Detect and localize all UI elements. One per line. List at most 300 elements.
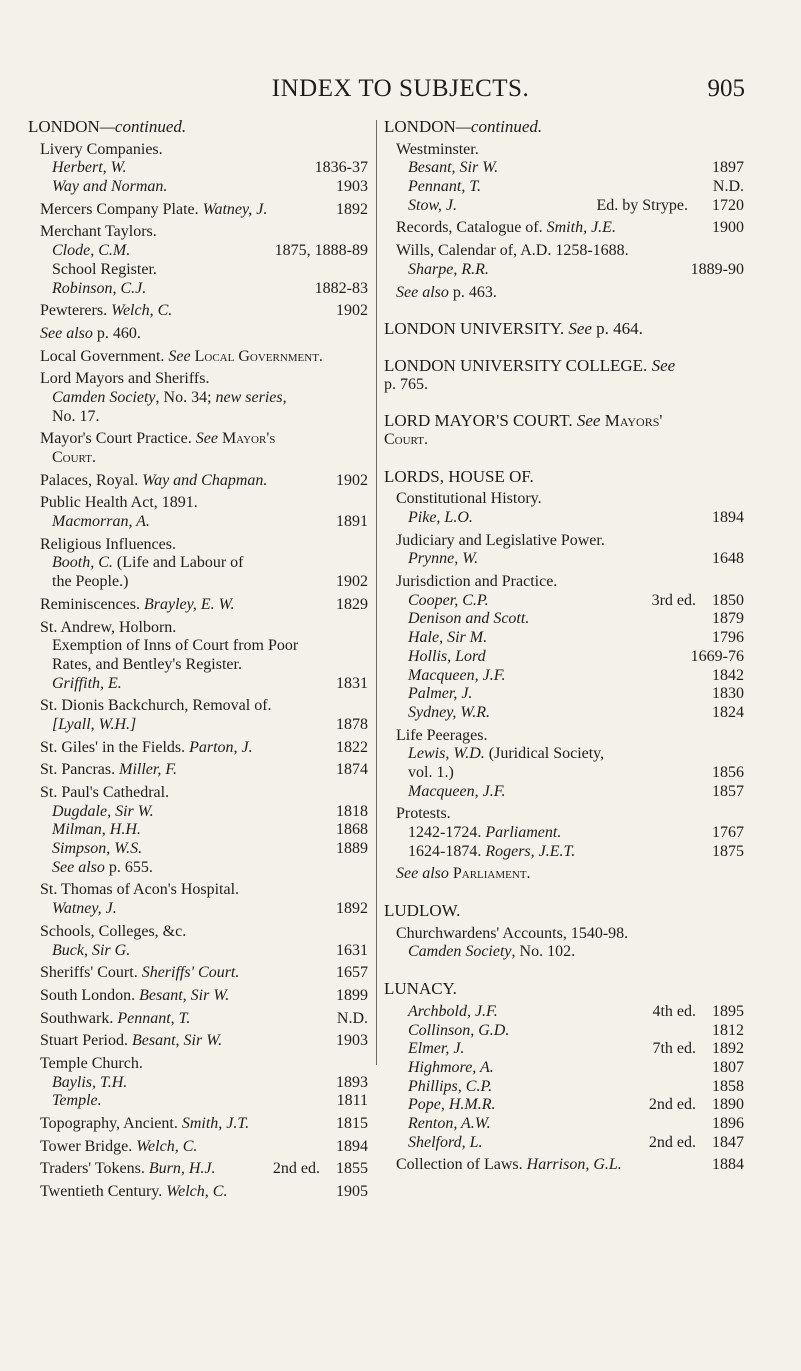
- index-entry: [28, 859, 368, 878]
- entry-author: Highmore, A.: [408, 1058, 494, 1076]
- index-entry: [28, 964, 368, 983]
- entry-edition: 2nd ed.: [272, 1160, 320, 1178]
- entry-text: Mercers Company Plate.: [40, 200, 199, 218]
- index-entry: [384, 490, 744, 509]
- entry-author: Way and Chapman.: [142, 471, 268, 489]
- index-entry: [28, 784, 368, 803]
- see-also: See also: [52, 858, 105, 876]
- index-entry: [384, 943, 744, 962]
- entry-year: 1822: [336, 738, 368, 756]
- index-entry: [384, 197, 744, 216]
- entry-author: Pike, L.O.: [408, 509, 473, 526]
- index-entry: [28, 942, 368, 961]
- entry-author: Macqueen, J.F.: [408, 666, 506, 684]
- index-entry: [28, 596, 368, 615]
- see-reference: See: [651, 355, 676, 375]
- right-column: [384, 118, 744, 1175]
- entry-text: Schools, Colleges, &c.: [40, 922, 187, 940]
- entry-edition: 3rd ed.: [651, 591, 696, 609]
- entry-author: Parton, J.: [189, 738, 253, 756]
- entry-year: 1879: [712, 610, 744, 628]
- entry-author: (Juridical Society,: [488, 745, 605, 763]
- entry-text: St. Thomas of Acon's Hospital.: [40, 881, 240, 899]
- entry-year: 1631: [336, 941, 368, 959]
- entry-author: Smith, J.T.: [181, 1115, 250, 1132]
- entry-text: Religious Influences.: [40, 535, 176, 553]
- entry-text: LORDS, HOUSE OF.: [384, 466, 534, 486]
- entry-author: [Lyall, W.H.]: [52, 715, 137, 733]
- entry-year: 1807: [712, 1058, 744, 1076]
- left-column: [28, 118, 368, 1202]
- entry-year: 1657: [336, 964, 368, 982]
- cross-reference: Local Government.: [194, 347, 323, 365]
- entry-author: Baylis, T.H.: [52, 1073, 128, 1091]
- index-entry: [28, 280, 368, 299]
- entry-text: Mayor's Court Practice.: [40, 430, 192, 448]
- index-entry: [28, 242, 368, 261]
- entry-author: Phillips, C.P.: [408, 1077, 493, 1095]
- entry-text: St. Andrew, Holborn.: [40, 618, 177, 636]
- index-entry: [28, 302, 368, 321]
- entry-year: 1889: [336, 840, 368, 858]
- entry-author: Miller, F.: [119, 761, 178, 779]
- entry-year: 1890: [712, 1096, 744, 1114]
- entry-author: Pennant, T.: [408, 178, 482, 196]
- entry-year: 1767: [712, 824, 744, 841]
- entry-author: Besant, Sir W.: [408, 159, 499, 177]
- index-entry: [28, 513, 368, 532]
- entry-year: 1829: [336, 595, 368, 613]
- entry-year: N.D.: [712, 178, 744, 196]
- entry-text: Palaces, Royal.: [40, 471, 139, 489]
- index-entry: [384, 1040, 744, 1059]
- index-entry: [384, 431, 744, 450]
- entry-year: 1894: [336, 1137, 368, 1155]
- entry-text: p. 765.: [384, 375, 428, 393]
- entry-author: Herbert, W.: [52, 159, 127, 177]
- index-entry: [384, 629, 744, 648]
- left-entries: [28, 141, 368, 1202]
- entry-text: LUDLOW.: [384, 901, 461, 921]
- index-entry: [384, 727, 744, 746]
- entry-text: Protests.: [396, 805, 451, 823]
- section-heading: LONDON—continued.: [28, 117, 187, 136]
- index-entry: [28, 430, 368, 449]
- entry-year: 1875, 1888-89: [274, 242, 368, 260]
- entry-text: , No. 102.: [511, 943, 576, 961]
- entry-year: 1847: [712, 1133, 744, 1151]
- index-entry: [384, 284, 744, 303]
- index-entry: [384, 412, 744, 431]
- entry-year: 1648: [712, 550, 744, 568]
- entry-edition: 2nd ed.: [648, 1096, 696, 1114]
- entry-year: 1842: [712, 666, 744, 684]
- index-entry: [384, 1059, 744, 1078]
- index-entry: [28, 1032, 368, 1051]
- index-entry: [384, 980, 744, 999]
- index-entry: [28, 348, 368, 367]
- index-entry: [28, 803, 368, 822]
- heading-continued: —continued.: [455, 117, 543, 136]
- index-entry: [28, 1160, 368, 1179]
- entry-year: 1878: [336, 715, 368, 733]
- entry-text: LONDON UNIVERSITY COLLEGE.: [384, 355, 648, 375]
- entry-year: 1855: [336, 1160, 368, 1178]
- index-entry: [384, 1156, 744, 1175]
- entry-text: LONDON: [384, 117, 456, 136]
- entry-author: Denison and Scott.: [408, 610, 530, 628]
- index-entry: [28, 261, 368, 280]
- page-number: 905: [707, 75, 745, 102]
- entry-text: Reminiscences.: [40, 595, 140, 613]
- index-entry: [28, 1183, 368, 1202]
- column-divider: [376, 120, 377, 1065]
- entry-text: Life Peerages.: [396, 726, 488, 744]
- index-entry: [384, 610, 744, 629]
- entry-year: 1905: [336, 1183, 368, 1201]
- index-entry: [384, 357, 744, 376]
- index-entry: [28, 1074, 368, 1093]
- entry-year: 1896: [712, 1114, 744, 1132]
- index-entry: [384, 320, 744, 339]
- entry-year: 1811: [336, 1092, 368, 1110]
- index-entry: [384, 118, 744, 137]
- entry-text: School Register.: [52, 260, 157, 278]
- entry-year: 1874: [336, 761, 368, 779]
- index-entry: [28, 656, 368, 675]
- index-entry: [384, 925, 744, 944]
- entry-year: 1882-83: [314, 279, 368, 297]
- entry-text: Stuart Period.: [40, 1032, 128, 1050]
- entry-author: Pennant, T.: [117, 1009, 191, 1027]
- index-entry: [28, 449, 368, 468]
- index-entry: [28, 408, 368, 427]
- index-entry: [28, 325, 368, 344]
- entry-author: Watney, J.: [202, 200, 268, 218]
- entry-text: Temple Church.: [40, 1054, 143, 1072]
- index-entry: [384, 1134, 744, 1153]
- entry-author: Burn, H.J.: [148, 1160, 216, 1178]
- index-entry: [28, 159, 368, 178]
- entry-text: Public Health Act, 1891.: [40, 494, 198, 512]
- entry-year: 1897: [712, 159, 744, 177]
- index-entry: [384, 261, 744, 280]
- entry-year: 1812: [712, 1021, 744, 1039]
- entry-author: Palmer, J.: [408, 685, 473, 703]
- entry-author: Hollis, Lord: [408, 647, 486, 665]
- entry-author: Dugdale, Sir W.: [52, 802, 154, 820]
- entry-author: Robinson, C.J.: [52, 279, 147, 297]
- index-entry: [384, 159, 744, 178]
- entry-text: Lord Mayors and Sheriffs.: [40, 370, 210, 388]
- index-entry: [28, 761, 368, 780]
- entry-text: , No. 34;: [155, 388, 216, 406]
- entry-author: Hale, Sir M.: [408, 629, 488, 647]
- entry-text: Sheriffs' Court.: [40, 964, 138, 982]
- entry-year: 1884: [712, 1156, 744, 1174]
- entry-author: Prynne, W.: [408, 550, 479, 568]
- index-entry: [384, 667, 744, 686]
- index-entry: [384, 805, 744, 824]
- entry-author: Way and Norman.: [52, 178, 168, 196]
- see-reference: See: [168, 347, 191, 365]
- entry-year: 1903: [336, 178, 368, 196]
- index-entry: [28, 619, 368, 638]
- entry-text: Wills, Calendar of, A.D. 1258-1688.: [396, 242, 629, 260]
- index-entry: [28, 1115, 368, 1134]
- entry-author: Griffith, E.: [52, 674, 122, 692]
- entry-year: 1868: [336, 821, 368, 839]
- entry-text: Westminster.: [396, 140, 479, 158]
- index-entry: [28, 821, 368, 840]
- index-entry: [28, 697, 368, 716]
- page-title: INDEX TO SUBJECTS.: [271, 75, 530, 102]
- entry-author: Welch, C.: [136, 1137, 198, 1155]
- entry-year: 1903: [336, 1032, 368, 1050]
- entry-edition: 7th ed.: [652, 1040, 696, 1058]
- index-entry: [28, 223, 368, 242]
- entry-year: 1830: [712, 685, 744, 703]
- entry-edition: 4th ed.: [652, 1002, 696, 1020]
- entry-year: 1824: [712, 703, 744, 721]
- index-entry: [28, 370, 368, 389]
- index-entry: [384, 376, 744, 395]
- entry-text: Tower Bridge.: [40, 1137, 133, 1155]
- entry-text: Exemption of Inns of Court from Poor: [52, 637, 299, 655]
- entry-author: Sheriffs' Court.: [141, 964, 240, 982]
- right-entries: [384, 118, 744, 1175]
- index-entry: [28, 881, 368, 900]
- entry-year: 1899: [336, 986, 368, 1004]
- entry-author: Camden Society: [52, 388, 156, 406]
- entry-text: Southwark.: [40, 1009, 114, 1027]
- entry-text: St. Giles' in the Fields.: [40, 738, 186, 756]
- entry-author: Renton, A.W.: [408, 1114, 491, 1132]
- entry-author: Rogers, J.E.T.: [485, 842, 576, 860]
- entry-text: LUNACY.: [384, 979, 457, 999]
- entry-author: Pope, H.M.R.: [408, 1096, 496, 1114]
- entry-text: Jurisdiction and Practice.: [396, 573, 558, 591]
- index-entry: [384, 1115, 744, 1134]
- entry-author: Clode, C.M.: [52, 242, 131, 260]
- entry-author: Smith, J.E.: [546, 219, 616, 237]
- entry-author: Welch, C.: [111, 302, 173, 320]
- index-entry: [28, 1092, 368, 1111]
- entry-text: Court.: [52, 449, 96, 466]
- entry-year: 1669-76: [690, 647, 744, 665]
- index-entry: [28, 675, 368, 694]
- index-entry: [384, 532, 744, 551]
- entry-text: Rates, and Bentley's Register.: [52, 655, 242, 673]
- entry-text: new series,: [215, 388, 287, 406]
- entry-text: Constitutional History.: [396, 490, 542, 508]
- index-entry: [28, 573, 368, 592]
- entry-author: Harrison, G.L.: [526, 1156, 622, 1174]
- entry-year: 1796: [712, 629, 744, 647]
- entry-year: 1894: [712, 509, 744, 526]
- entry-text: Churchwardens' Accounts, 1540-98.: [396, 924, 629, 942]
- entry-text: Judiciary and Legislative Power.: [396, 531, 605, 549]
- entry-text: St. Pancras.: [40, 761, 116, 779]
- entry-year: 1895: [712, 1002, 744, 1020]
- entry-author: Collinson, G.D.: [408, 1021, 510, 1039]
- index-entry: [384, 783, 744, 802]
- cross-reference: Mayors': [604, 411, 663, 431]
- entry-author: Booth, C.: [52, 554, 113, 572]
- index-entry: [384, 648, 744, 667]
- entry-text: Twentieth Century.: [40, 1183, 163, 1201]
- index-entry: [384, 219, 744, 238]
- page-header: [0, 75, 801, 109]
- entry-text: Traders' Tokens.: [40, 1160, 145, 1178]
- index-entry: [384, 178, 744, 197]
- see-also: See also: [396, 865, 449, 883]
- entry-author: Watney, J.: [52, 900, 117, 918]
- index-entry: [384, 902, 744, 921]
- index-entry: [28, 739, 368, 758]
- index-entry: [28, 987, 368, 1006]
- index-entry: [28, 472, 368, 491]
- index-entry: [384, 745, 744, 764]
- index-entry: [28, 494, 368, 513]
- entry-text: p. 463.: [448, 283, 497, 301]
- entry-author: Camden Society: [408, 943, 512, 961]
- index-entry: [384, 1003, 744, 1022]
- index-entry: [28, 1010, 368, 1029]
- index-entry: [384, 573, 744, 592]
- entry-year: 1856: [712, 763, 744, 781]
- entry-text: 1242-1724.: [408, 824, 482, 841]
- entry-year: 1818: [336, 802, 368, 820]
- entry-author: Elmer, J.: [408, 1040, 465, 1058]
- entry-year: 1892: [712, 1040, 744, 1058]
- entry-author: Cooper, C.P.: [408, 591, 489, 609]
- entry-author: Simpson, W.S.: [52, 840, 143, 858]
- entry-year: 1720: [712, 196, 744, 214]
- entry-text: p. 460.: [92, 324, 141, 342]
- entry-text: LORD MAYOR'S COURT.: [384, 411, 573, 431]
- cross-reference: p. 464.: [596, 319, 643, 339]
- entry-text: St. Paul's Cathedral.: [40, 784, 170, 801]
- entry-text: Topography, Ancient.: [40, 1115, 178, 1132]
- index-entry: [384, 843, 744, 862]
- entry-year: 1902: [336, 573, 368, 591]
- index-entry: [28, 1138, 368, 1157]
- entry-text: Livery Companies.: [40, 140, 163, 158]
- entry-author: Welch, C.: [166, 1183, 228, 1201]
- entry-author: Parliament.: [485, 824, 562, 841]
- entry-text: 1624-1874.: [408, 842, 482, 860]
- entry-author: Besant, Sir W.: [139, 986, 230, 1004]
- index-entry: [28, 840, 368, 859]
- entry-text: Records, Catalogue of.: [396, 219, 543, 237]
- index-entry: [384, 704, 744, 723]
- index-entry: [384, 764, 744, 783]
- see-also: See also: [40, 324, 93, 342]
- index-entry: [384, 824, 744, 843]
- cross-reference: Parliament.: [452, 865, 531, 883]
- see-reference: See: [568, 319, 592, 339]
- entry-author: (Life and Labour of: [116, 554, 244, 572]
- entry-text: vol. 1.): [408, 763, 454, 781]
- entry-year: 1900: [712, 219, 744, 237]
- index-entry: [384, 1078, 744, 1097]
- entry-year: 1889-90: [690, 260, 744, 278]
- entry-author: Milman, H.H.: [52, 821, 141, 839]
- index-entry: [384, 550, 744, 569]
- entry-author: Shelford, L.: [408, 1133, 483, 1151]
- index-entry: [28, 637, 368, 656]
- entry-author: Besant, Sir W.: [132, 1032, 223, 1050]
- index-entry: [28, 389, 368, 408]
- see-reference: See: [195, 430, 218, 448]
- index-entry: [28, 201, 368, 220]
- entry-text: Pewterers.: [40, 302, 108, 320]
- entry-year: 1891: [336, 513, 368, 531]
- see-reference: See: [576, 411, 601, 431]
- index-entry: [28, 1055, 368, 1074]
- index-entry: [384, 509, 744, 528]
- entry-text: Local Government.: [40, 347, 165, 365]
- entry-text: the People.): [52, 573, 129, 591]
- index-entry: [384, 242, 744, 261]
- index-entry: [384, 468, 744, 487]
- entry-author: Macmorran, A.: [52, 513, 150, 531]
- entry-text: Merchant Taylors.: [40, 223, 157, 241]
- entry-author: Stow, J.: [408, 196, 458, 214]
- index-entry: [384, 685, 744, 704]
- entry-author: Buck, Sir G.: [52, 941, 131, 959]
- index-entry: [384, 141, 744, 160]
- entry-text: p. 655.: [104, 858, 153, 876]
- entry-year: 1875: [712, 842, 744, 860]
- entry-year: 1892: [336, 200, 368, 218]
- entry-author: Sydney, W.R.: [408, 703, 491, 721]
- entry-author: Temple.: [52, 1092, 102, 1110]
- entry-year: 1831: [336, 674, 368, 692]
- entry-author: Brayley, E. W.: [143, 595, 235, 613]
- entry-year: 1892: [336, 900, 368, 918]
- entry-year: 1902: [336, 471, 368, 489]
- entry-year: 1850: [712, 591, 744, 609]
- entry-author: Macqueen, J.F.: [408, 782, 506, 800]
- index-entry: [28, 536, 368, 555]
- see-also: See also: [396, 283, 449, 301]
- entry-text: Collection of Laws.: [396, 1156, 523, 1174]
- index-entry: [28, 900, 368, 919]
- index-entry: [384, 865, 744, 884]
- index-entry: [28, 178, 368, 197]
- entry-text: No. 17.: [52, 407, 100, 425]
- entry-year: 1858: [712, 1077, 744, 1095]
- entry-edition: Ed. by Strype.: [596, 196, 688, 214]
- entry-edition: 2nd ed.: [648, 1133, 696, 1151]
- entry-text: St. Dionis Backchurch, Removal of.: [40, 697, 272, 715]
- entry-year: 1836-37: [314, 159, 368, 177]
- entry-text: LONDON UNIVERSITY.: [384, 319, 565, 339]
- index-entry: [28, 923, 368, 942]
- entry-year: 1815: [336, 1115, 368, 1132]
- entry-text: Court.: [384, 430, 428, 448]
- entry-author: Sharpe, R.R.: [408, 260, 489, 278]
- entry-year: N.D.: [336, 1009, 368, 1027]
- entry-year: 1902: [336, 302, 368, 320]
- entry-year: 1893: [336, 1073, 368, 1091]
- entry-text: South London.: [40, 986, 136, 1004]
- entry-year: 1857: [712, 782, 744, 800]
- cross-reference: Mayor's: [221, 430, 276, 448]
- entry-author: Lewis, W.D.: [408, 745, 485, 763]
